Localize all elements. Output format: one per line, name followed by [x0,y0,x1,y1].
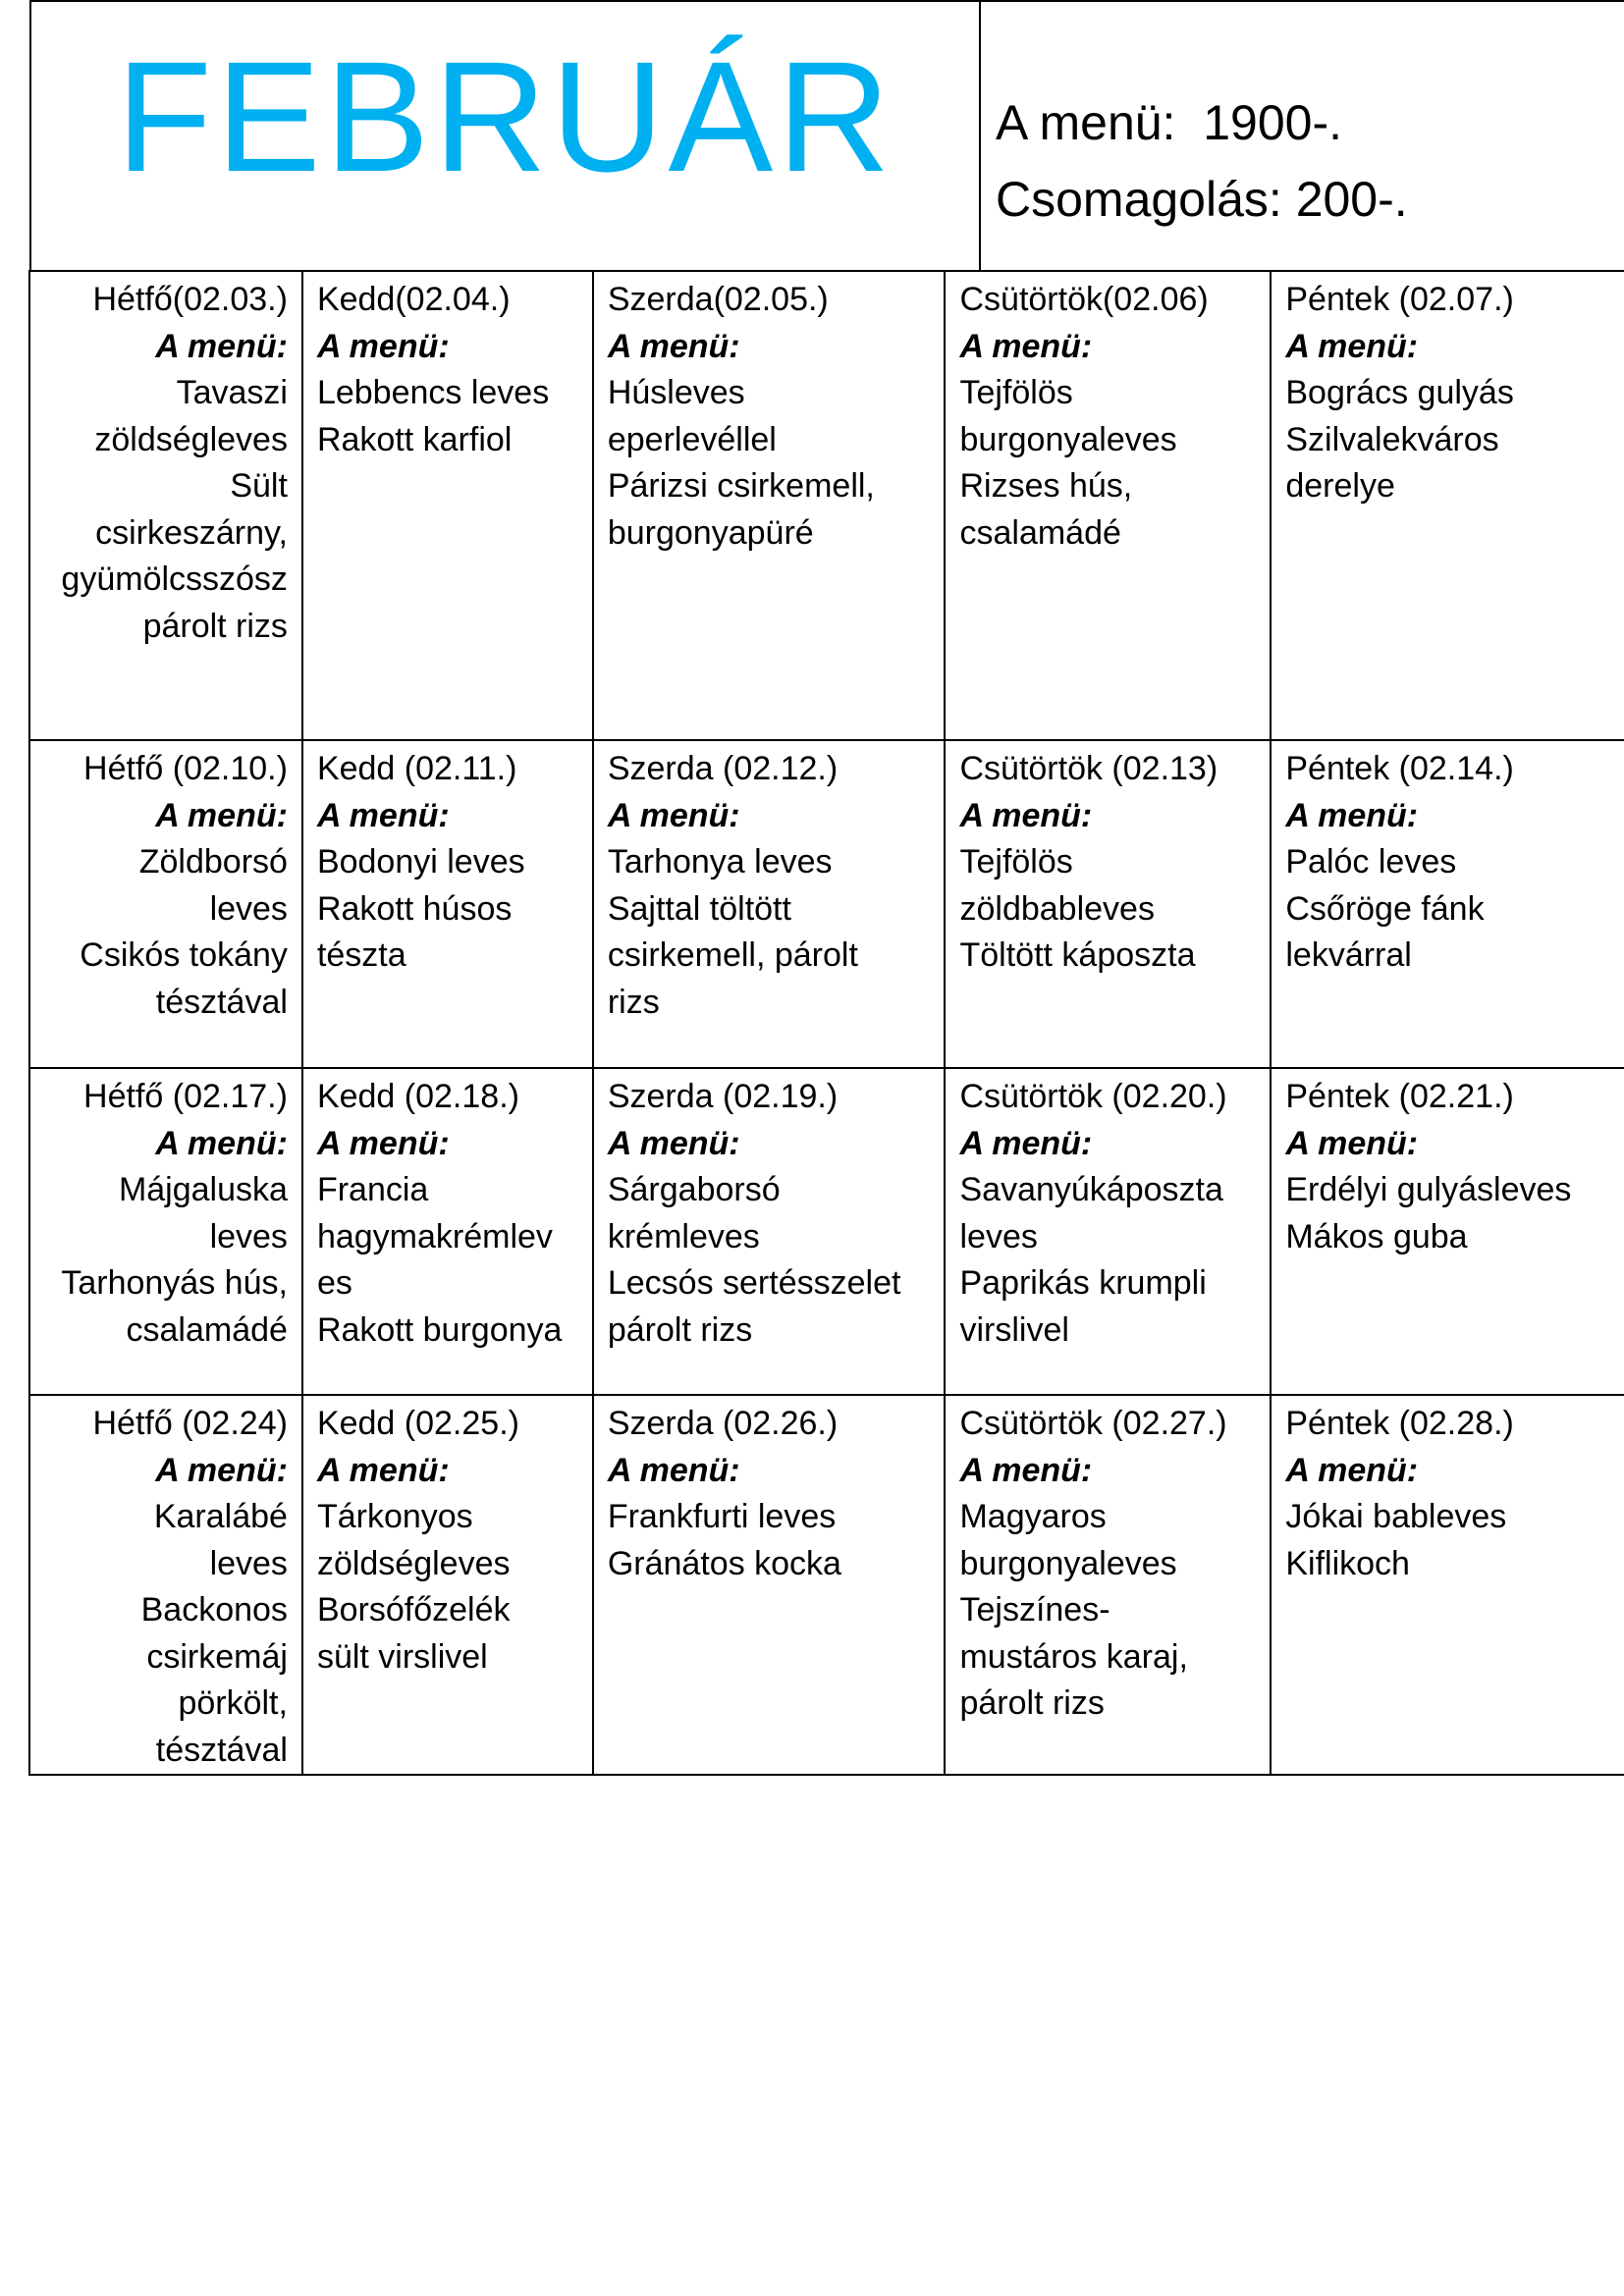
menu-label: A menü: [607,1451,740,1489]
dish-line: Tarhonya leves [607,843,833,881]
dish-line: Mákos guba [1285,1217,1468,1255]
menu-label: A menü: [959,1124,1093,1162]
day-date: Szerda (02.19.) [607,1078,839,1115]
dish-line: Rizses hús, [959,467,1133,505]
dish-line: Erdélyi gulyásleves [1285,1171,1572,1208]
dish-line: Bogrács gulyás [1285,374,1514,411]
menu-label: A menü: [1285,1451,1419,1489]
menu-label: A menü: [1285,1124,1419,1162]
dish-line: eperlevéllel [607,420,777,458]
day-date: Hétfő(02.03.) [92,281,288,318]
menu-table-body [29,271,1624,1775]
dish-line: tésztával [155,983,288,1021]
dish-line: Rakott burgonya [316,1310,563,1349]
dish-line: leves [959,1217,1038,1255]
dish-line: Rakott húsos [316,889,513,928]
menu-label: A menü: [959,796,1093,834]
week-row [29,1068,1624,1395]
menu-label: A menü: [959,327,1093,365]
week-row [29,271,1624,740]
day-date: Csütörtök (02.13) [959,750,1218,787]
price-info [996,84,1408,238]
dish-line: krémleves [607,1217,760,1255]
day-date: Hétfő (02.17.) [83,1078,288,1115]
dish-line: mustáros karaj, [959,1637,1188,1676]
dish-line: Párizsi csirkemell, [607,467,875,505]
dish-line: burgonyaleves [959,1544,1177,1582]
dish-line: es [316,1264,352,1302]
dish-line: csirkemáj [146,1637,288,1676]
menu-header [29,0,1624,270]
day-cell-thursday [945,740,1271,1068]
menu-label: A menü: [316,796,450,834]
dish-line: Húsleves [607,374,745,411]
day-cell-monday [29,271,302,740]
dish-line: Sült [230,467,288,505]
dish-line: derelye [1285,467,1395,505]
dish-line: pörkölt, [178,1684,288,1722]
day-cell-wednesday [593,1395,946,1775]
menu-label: A menü: [316,1451,450,1489]
menu-label: A menü: [155,796,288,834]
dish-line: Szilvalekváros [1285,420,1499,458]
dish-line: Tárkonyos [316,1498,473,1535]
dish-line: Paprikás krumpli [959,1264,1207,1302]
dish-line: Palóc leves [1285,843,1457,881]
day-date: Szerda (02.26.) [607,1405,839,1442]
dish-line: Tejfölös [959,843,1073,881]
dish-line: párolt rizs [959,1684,1105,1722]
menu-label: A menü: [1285,796,1419,834]
dish-line: Lecsós sertésszelet [607,1264,901,1302]
day-cell-friday [1271,271,1624,740]
day-date: Kedd(02.04.) [316,281,511,318]
day-cell-tuesday [302,1395,593,1775]
dish-line: Tejfölös [959,374,1073,411]
day-date: Csütörtök (02.27.) [959,1405,1227,1442]
dish-line: csirkemell, párolt [607,936,858,974]
dish-line: burgonyaleves [959,420,1177,458]
dish-line: Tarhonyás hús, [61,1264,288,1302]
menu-label: A menü: [607,1124,740,1162]
dish-line: leves [209,1217,288,1255]
day-date: Péntek (02.14.) [1285,750,1514,787]
dish-line: Csőröge fánk [1285,889,1485,928]
menu-label: A menü: [155,327,288,365]
dish-line: hagymakrémlev [316,1217,553,1255]
day-cell-monday [29,1068,302,1395]
day-cell-tuesday [302,740,593,1068]
day-date: Kedd (02.18.) [316,1078,519,1115]
day-cell-tuesday [302,271,593,740]
dish-line: tészta [316,936,406,974]
dish-line: Bodonyi leves [316,843,525,881]
dish-line: Csikós tokány [80,936,288,974]
dish-line: zöldbableves [959,889,1155,928]
day-date: Kedd (02.25.) [316,1405,519,1442]
dish-line: Tavaszi [176,374,288,411]
day-cell-monday [29,1395,302,1775]
day-cell-thursday [945,271,1271,740]
dish-line: párolt rizs [142,607,288,645]
day-cell-wednesday [593,740,946,1068]
dish-line: Karalábé [153,1498,288,1535]
day-cell-friday [1271,1068,1624,1395]
day-date: Péntek (02.21.) [1285,1078,1514,1115]
week-row [29,740,1624,1068]
day-cell-friday [1271,1395,1624,1775]
dish-line: gyümölcsszósz [61,561,288,598]
dish-line: lekvárral [1285,936,1412,974]
menu-label: A menü: [1285,327,1419,365]
dish-line: párolt rizs [607,1310,753,1349]
menu-label: A menü: [155,1124,288,1162]
dish-line: Kiflikoch [1285,1544,1410,1582]
dish-line: Májgaluska [118,1171,288,1208]
dish-line: virslivel [959,1310,1069,1349]
dish-line: Rakott karfiol [316,420,513,458]
menu-label: A menü: [607,796,740,834]
menu-label: A menü: [316,1124,450,1162]
day-date: Hétfő (02.10.) [83,750,288,787]
dish-line: Zöldborsó [138,843,288,881]
weekly-menu-table [28,270,1624,1776]
day-cell-friday [1271,740,1624,1068]
menu-label: A menü: [959,1451,1093,1489]
menu-label: A menü: [316,327,450,365]
dish-line: csalamádé [959,513,1121,552]
dish-line: csalamádé [126,1310,288,1349]
week-row [29,1395,1624,1775]
dish-line: Magyaros [959,1498,1107,1535]
day-cell-monday [29,740,302,1068]
dish-line: Töltött káposzta [959,936,1196,974]
dish-line: Sajttal töltött [607,889,791,928]
day-date: Szerda (02.12.) [607,750,839,787]
day-date: Péntek (02.07.) [1285,281,1514,318]
dish-line: Tejszínes- [959,1591,1110,1629]
dish-line: leves [209,889,288,928]
dish-line: Sárgaborsó [607,1171,781,1208]
menu-price: A menü: 1900-. [996,95,1343,150]
dish-line: Gránátos kocka [607,1544,841,1582]
dish-line: Frankfurti leves [607,1498,837,1535]
dish-line: Lebbencs leves [316,374,550,411]
day-date: Csütörtök (02.20.) [959,1078,1227,1115]
dish-line: burgonyapüré [607,513,814,552]
day-date: Kedd (02.11.) [316,750,517,787]
packaging-price: Csomagolás: 200-. [996,172,1408,227]
dish-line: Francia [316,1171,429,1208]
dish-line: sült virslivel [316,1637,488,1676]
day-cell-tuesday [302,1068,593,1395]
dish-line: Borsófőzelék [316,1591,511,1629]
month-title: FEBRUÁR [116,28,894,204]
day-date: Hétfő (02.24) [92,1405,288,1442]
dish-line: Savanyúkáposzta [959,1171,1223,1208]
day-cell-thursday [945,1395,1271,1775]
day-date: Péntek (02.28.) [1285,1405,1514,1442]
dish-line: tésztával [155,1731,288,1769]
dish-line: leves [209,1544,288,1582]
day-cell-wednesday [593,1068,946,1395]
day-date: Csütörtök(02.06) [959,281,1209,318]
menu-label: A menü: [607,327,740,365]
dish-line: zöldségleves [94,420,288,458]
menu-label: A menü: [155,1451,288,1489]
day-cell-thursday [945,1068,1271,1395]
dish-line: rizs [607,983,660,1021]
header-divider [979,2,981,272]
day-cell-wednesday [593,271,946,740]
dish-line: Backonos [140,1591,288,1629]
dish-line: csirkeszárny, [95,513,288,552]
dish-line: zöldségleves [316,1544,511,1582]
dish-line: Jókai bableves [1285,1498,1507,1535]
day-date: Szerda(02.05.) [607,281,829,318]
